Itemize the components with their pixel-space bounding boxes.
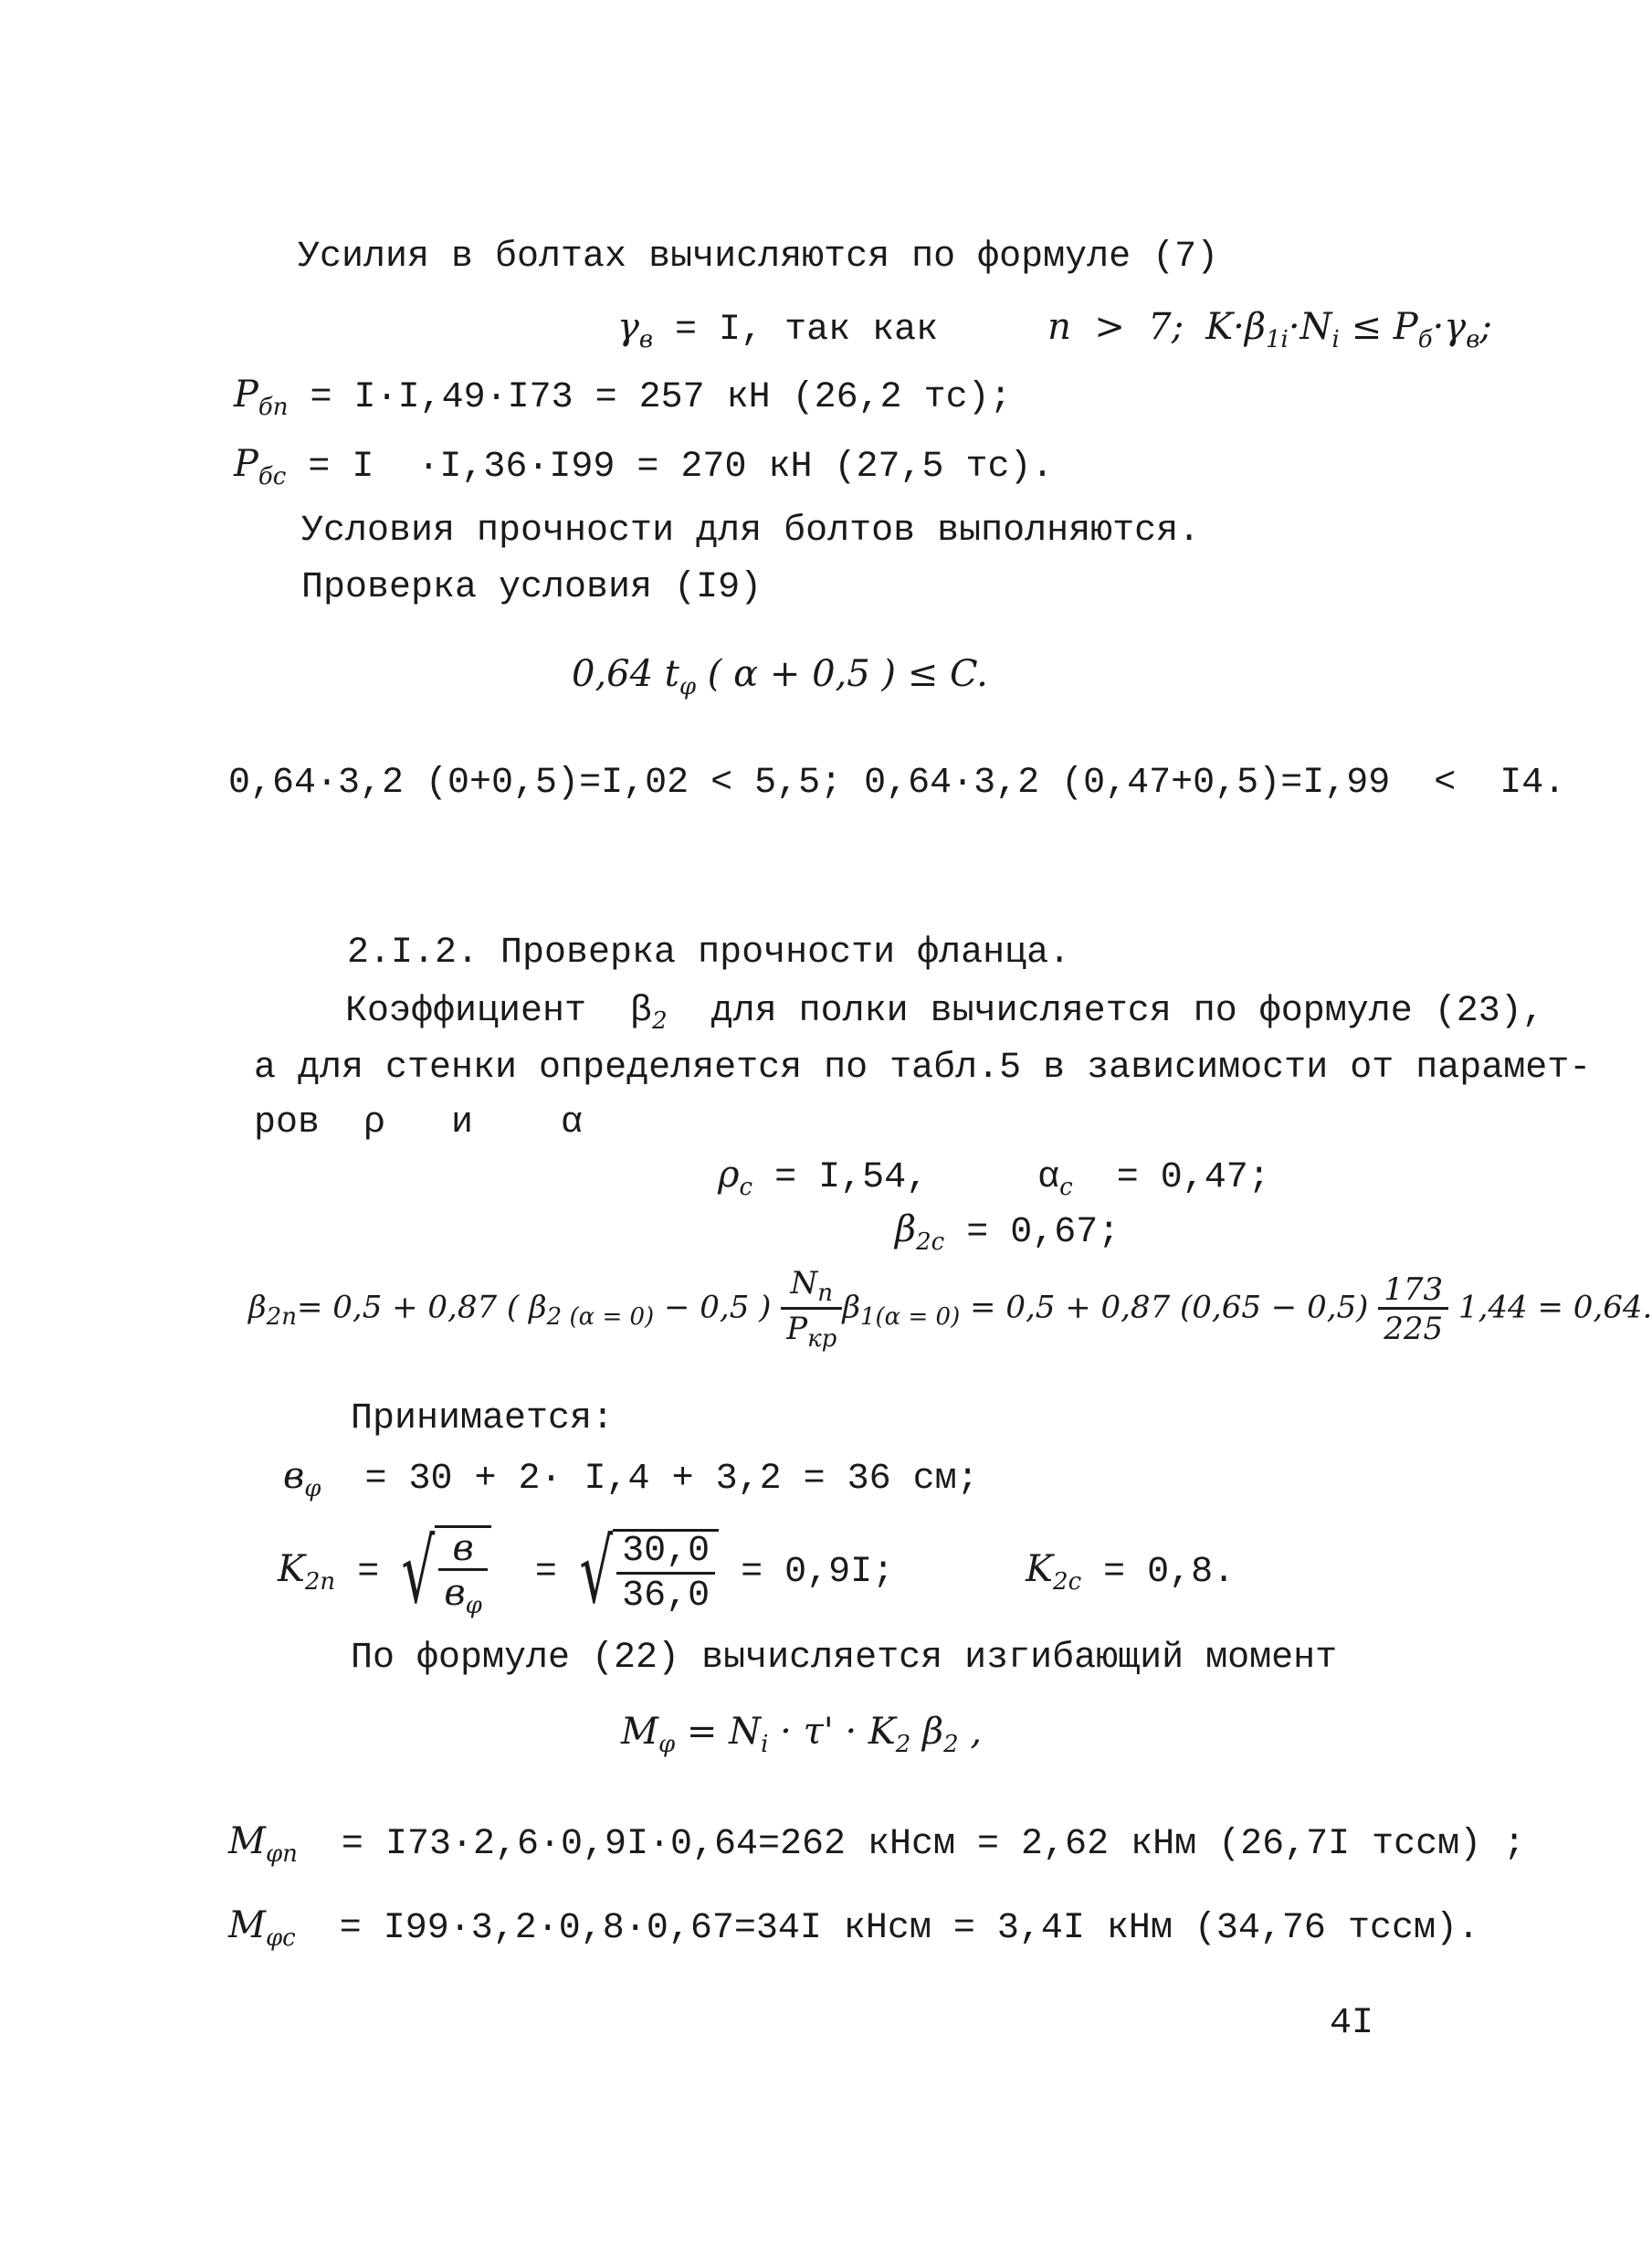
formula-moment-phi: $M_\varphi = N_i \cdot \tau' \cdot K_2$ $\beta_2$ , [621,1711,983,1758]
text-line-check-condition: Проверка условия (I9) [301,567,763,608]
text-line-accepted: Принимается: [351,1398,615,1439]
formula-condition-19: 0,64 $t_\varphi$ ( α + 0,5 ) ≤ C. [572,653,988,701]
text-line-strength-met: Условия прочности для болтов выполняются. [301,511,1201,552]
sqrt-30-over-36: √ $\frac{30,0}{36,0}$ [557,1528,719,1616]
text-line-wall: а для стенки определяется по табл.5 в зависимости от парамет- [254,1048,1592,1089]
sqrt-b-over-bphi: √ $\frac{в}{в_\varphi}$ [379,1525,491,1618]
section-heading-flange: 2.I.2. Проверка прочности фланца. [347,933,1071,974]
formula-m-phi-c: $M_{\varphi с} = I99\cdot 3,2\cdot 0,8\cdot 0,67=34I$ кНсм = 3,4I кНм (34,76 тссм). [228,1904,1479,1952]
formula-beta-2c: $\beta_{2с} = 0,67$; [895,1208,1121,1256]
text-line-bolt-forces: Усилия в болтах вычисляются по формуле (7) [298,237,1219,278]
formula-b-phi: $в_\varphi = 30 + 2\cdot I,4 + 3,2 = 36$ см; [283,1455,979,1502]
formula-beta-2p: $\beta_{2п}= 0,5 + 0,87$ ( $\beta_{2 (\alpha = 0)} - 0,5$ ) $\frac{N_п}{P_{кр}}$ $\beta_{1(\alpha = 0)} = 0,5 + 0,87$ (0,65 − 0,5) $\frac{173}{225}$ 1,44 = 0,64. [248,1265,1652,1353]
formula-p-bs: $P_{бс} = I \cdot I,36\cdot I99 = 270$ кН (27,5 тс). [234,443,1054,490]
text-line-bending-moment: По формуле (22) вычисляется изгибающий момент [351,1638,1338,1679]
formula-p-bp: $P_{бп} = I\cdot I,49\cdot I73 = 257$ кН (26,2 тс); [234,374,1012,421]
formula-k2p: $K_{2п}$ = √ $\frac{в}{в_\varphi}$ = √ $\frac{30,0}{36,0}$ = 0,9I; $K_{2с} = 0,8$. [278,1520,1236,1623]
formula-rho-alpha: $\rho_с = I,54$, $\alpha_с = 0,47$; [718,1154,1270,1201]
text-line-parameters: ров ρ и α [254,1102,584,1144]
page-number: 4I [1330,2003,1374,2044]
formula-gamma-condition: $\gamma_в = I$, так как n > 7; $K\cdot\beta_{1i}\cdot N_i \le P_б\cdot\gamma_в$; [617,306,1492,353]
formula-m-phi-p: $M_{\varphi п} = I73\cdot 2,6\cdot 0,9I\cdot 0,64=262$ кНсм = 2,62 кНм (26,7I тссм) ; [228,1820,1526,1868]
fraction-n-over-p: $\frac{N_п}{P_{кр}}$ [781,1268,842,1351]
text-line-check-values: 0,64·3,2 (0+0,5)=I,02 < 5,5; 0,64·3,2 (0,47+0,5)=I,99 < I4. [228,763,1566,804]
text-line-coefficient: Коэффициент $\beta_2$ для полки вычисляется по формуле (23), [345,991,1544,1035]
fraction-173-over-225: $\frac{173}{225}$ [1378,1274,1448,1344]
